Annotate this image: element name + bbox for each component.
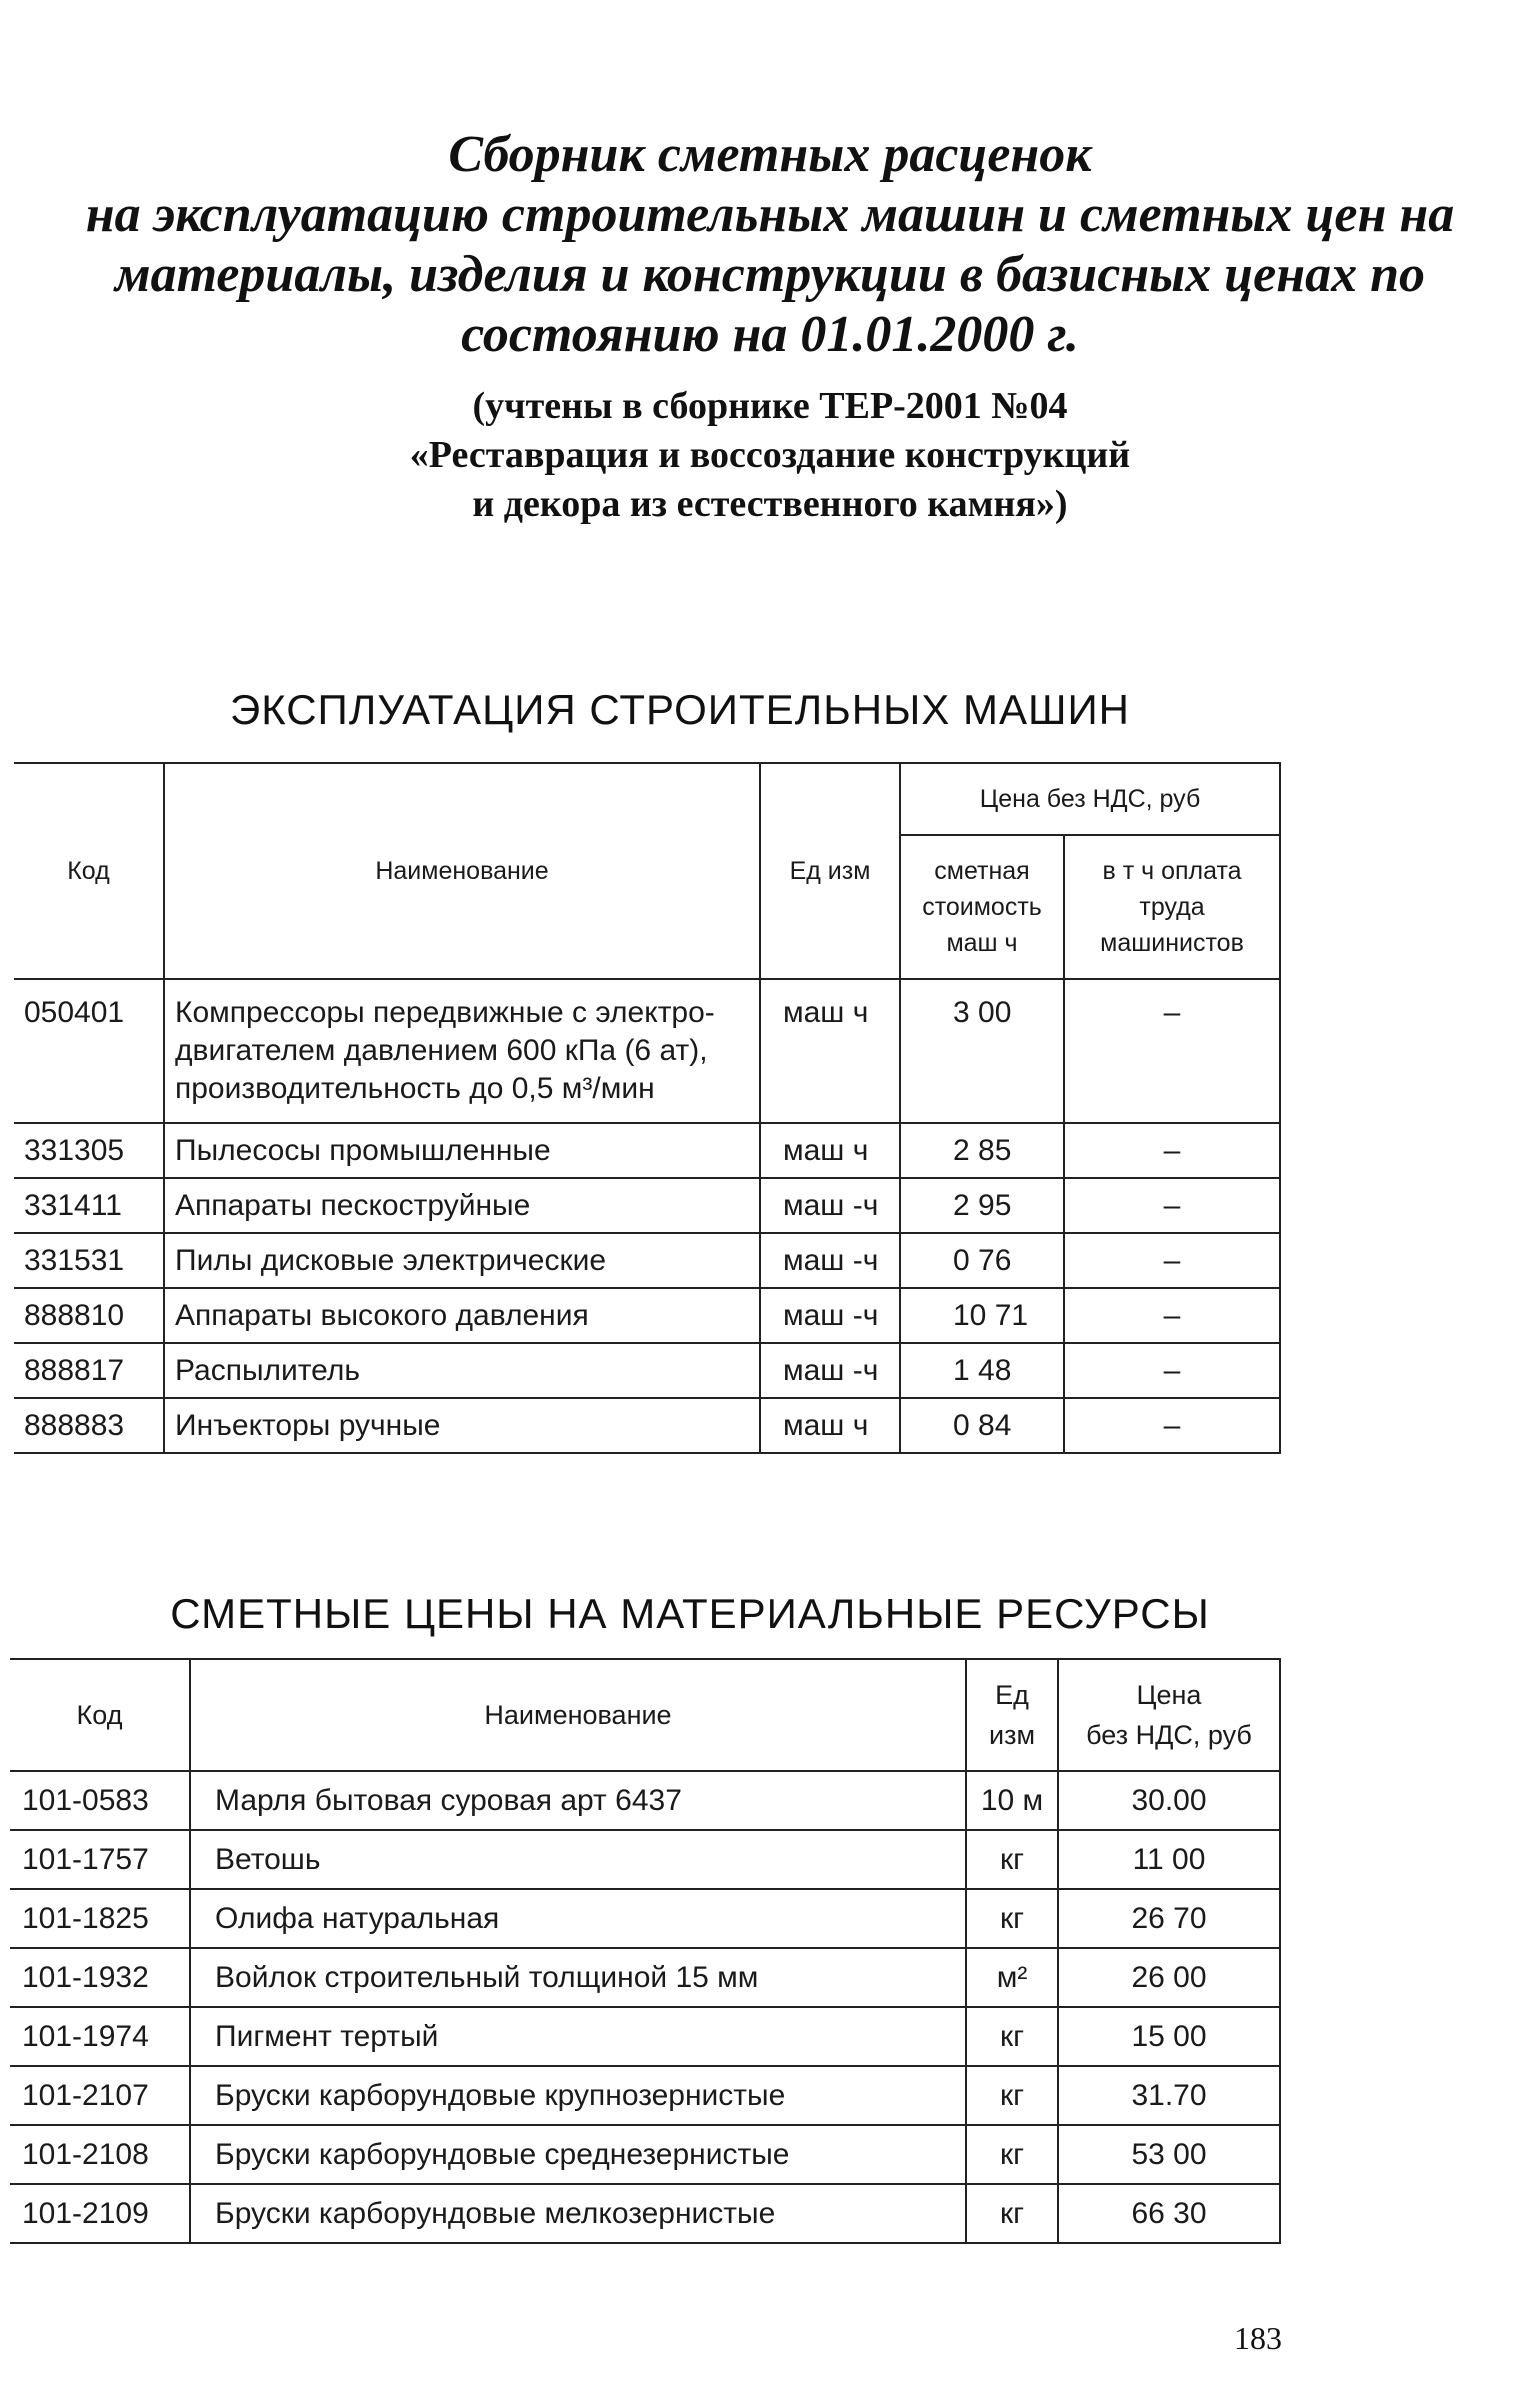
header-price-group: Цена без НДС, руб [900, 763, 1280, 835]
row-unit: маш -ч [760, 1288, 900, 1343]
row-unit: маш -ч [760, 1178, 900, 1233]
materials-table [10, 1658, 1281, 2244]
row-code: 101-1932 [10, 1948, 190, 2007]
row-name: Олифа натуральная [190, 1889, 966, 1948]
header-unit [966, 1659, 1058, 1771]
row-price: 26 70 [1058, 1889, 1280, 1948]
row-cost: 1 48 [900, 1343, 1064, 1398]
row-code: 101-2109 [10, 2184, 190, 2243]
row-code: 101-1825 [10, 1889, 190, 1948]
subtitle-line: «Реставрация и воссоздание конструкций [409, 434, 1131, 476]
row-name: Аппараты пескоструйные [164, 1178, 760, 1233]
row-unit: кг [966, 2066, 1058, 2125]
row-price: 11 00 [1058, 1830, 1280, 1889]
row-operator-pay: – [1064, 1123, 1280, 1178]
header-unit: Ед изм [760, 763, 900, 979]
header-name: Наименование [164, 763, 760, 979]
row-operator-pay: – [1064, 1233, 1280, 1288]
row-code: 101-0583 [10, 1771, 190, 1830]
row-code: 331411 [14, 1178, 164, 1233]
row-code: 050401 [14, 979, 164, 1123]
row-cost: 0 76 [900, 1233, 1064, 1288]
row-code: 331531 [14, 1233, 164, 1288]
row-name: Аппараты высокого давления [164, 1288, 760, 1343]
subtitle-line: и декора из естественного камня») [472, 483, 1068, 525]
row-price: 66 30 [1058, 2184, 1280, 2243]
header-name: Наименование [190, 1659, 966, 1771]
row-price: 30.00 [1058, 1771, 1280, 1830]
table-row [10, 1771, 1280, 1830]
title-line: Сборник сметных расценок [448, 126, 1092, 183]
row-code: 888883 [14, 1398, 164, 1453]
row-name: Пилы дисковые электрические [164, 1233, 760, 1288]
table-row [10, 1830, 1280, 1889]
subtitle-line: (учтены в сборнике ТЕР-2001 №04 [472, 385, 1068, 427]
table-row [14, 979, 1280, 1123]
table-row [10, 1948, 1280, 2007]
table-row [14, 1123, 1280, 1178]
table-row [10, 2184, 1280, 2243]
table-row [14, 1343, 1280, 1398]
row-operator-pay: – [1064, 1178, 1280, 1233]
row-price: 26 00 [1058, 1948, 1280, 2007]
row-unit: маш ч [760, 1123, 900, 1178]
row-price: 53 00 [1058, 2125, 1280, 2184]
row-price: 15 00 [1058, 2007, 1280, 2066]
row-code: 331305 [14, 1123, 164, 1178]
title-line: материалы, изделия и конструкции в базисных ценах по [114, 246, 1426, 303]
header-unit-line: Ед [995, 1680, 1029, 1710]
row-code: 888817 [14, 1343, 164, 1398]
row-name: Марля бытовая суровая арт 6437 [190, 1771, 966, 1830]
header-cost: сметная стоимость маш ч [900, 835, 1064, 979]
machines-section-heading: ЭКСПЛУАТАЦИЯ СТРОИТЕЛЬНЫХ МАШИН [230, 686, 1130, 733]
row-operator-pay: – [1064, 1288, 1280, 1343]
row-name: Распылитель [164, 1343, 760, 1398]
header-operator-pay: в т ч оплата труда машинистов [1064, 835, 1280, 979]
header-code: Код [10, 1659, 190, 1771]
row-operator-pay: – [1064, 979, 1280, 1123]
row-cost: 2 85 [900, 1123, 1064, 1178]
table-row [10, 2066, 1280, 2125]
row-name: Ветошь [190, 1830, 966, 1889]
row-name: Пигмент тертый [190, 2007, 966, 2066]
row-cost: 3 00 [900, 979, 1064, 1123]
row-name: Пылесосы промышленные [164, 1123, 760, 1178]
table-row [10, 2007, 1280, 2066]
row-unit: маш -ч [760, 1233, 900, 1288]
row-name [164, 979, 760, 1123]
row-name-line: двигателем давлением 600 кПа (6 ат), [175, 1034, 708, 1067]
row-unit: маш ч [760, 1398, 900, 1453]
header-unit-line: изм [988, 1720, 1036, 1750]
row-unit: 10 м [966, 1771, 1058, 1830]
table-row [10, 1889, 1280, 1948]
row-code: 101-2108 [10, 2125, 190, 2184]
row-code: 888810 [14, 1288, 164, 1343]
row-unit: кг [966, 2007, 1058, 2066]
row-cost: 10 71 [900, 1288, 1064, 1343]
row-name: Бруски карборундовые крупнозернистые [190, 2066, 966, 2125]
header-price [1058, 1659, 1280, 1771]
table-row [14, 1288, 1280, 1343]
document-title [0, 125, 1540, 365]
table-row [14, 1233, 1280, 1288]
row-operator-pay: – [1064, 1343, 1280, 1398]
row-unit: кг [966, 1889, 1058, 1948]
row-code: 101-1974 [10, 2007, 190, 2066]
row-name: Бруски карборундовые мелкозернистые [190, 2184, 966, 2243]
row-cost: 0 84 [900, 1398, 1064, 1453]
header-price-line: Цена [1136, 1680, 1202, 1710]
document-subtitle [0, 382, 1540, 529]
title-line: состоянию на 01.01.2000 г. [461, 306, 1079, 363]
table-row [14, 1178, 1280, 1233]
row-name-line: производительность до 0,5 м³/мин [175, 1072, 655, 1105]
row-name: Бруски карборундовые среднезернистые [190, 2125, 966, 2184]
machines-table [14, 762, 1281, 1454]
row-price: 31.70 [1058, 2066, 1280, 2125]
row-name: Инъекторы ручные [164, 1398, 760, 1453]
row-name-line: Компрессоры передвижные с электро- [175, 996, 715, 1029]
table-row [14, 1398, 1280, 1453]
page-number: 183 [1234, 2320, 1282, 2356]
header-code: Код [14, 763, 164, 979]
row-code: 101-1757 [10, 1830, 190, 1889]
row-unit: маш ч [760, 979, 900, 1123]
row-unit: маш -ч [760, 1343, 900, 1398]
title-line: на эксплуатацию строительных машин и сметных цен на [85, 186, 1455, 243]
row-name: Войлок строительный толщиной 15 мм [190, 1948, 966, 2007]
row-unit: кг [966, 2184, 1058, 2243]
row-operator-pay: – [1064, 1398, 1280, 1453]
row-unit: кг [966, 2125, 1058, 2184]
table-row [10, 2125, 1280, 2184]
header-price-line: без НДС, руб [1086, 1720, 1252, 1750]
row-unit: м² [966, 1948, 1058, 2007]
row-unit: кг [966, 1830, 1058, 1889]
row-code: 101-2107 [10, 2066, 190, 2125]
materials-section-heading: СМЕТНЫЕ ЦЕНЫ НА МАТЕРИАЛЬНЫЕ РЕСУРСЫ [170, 1590, 1210, 1637]
row-cost: 2 95 [900, 1178, 1064, 1233]
